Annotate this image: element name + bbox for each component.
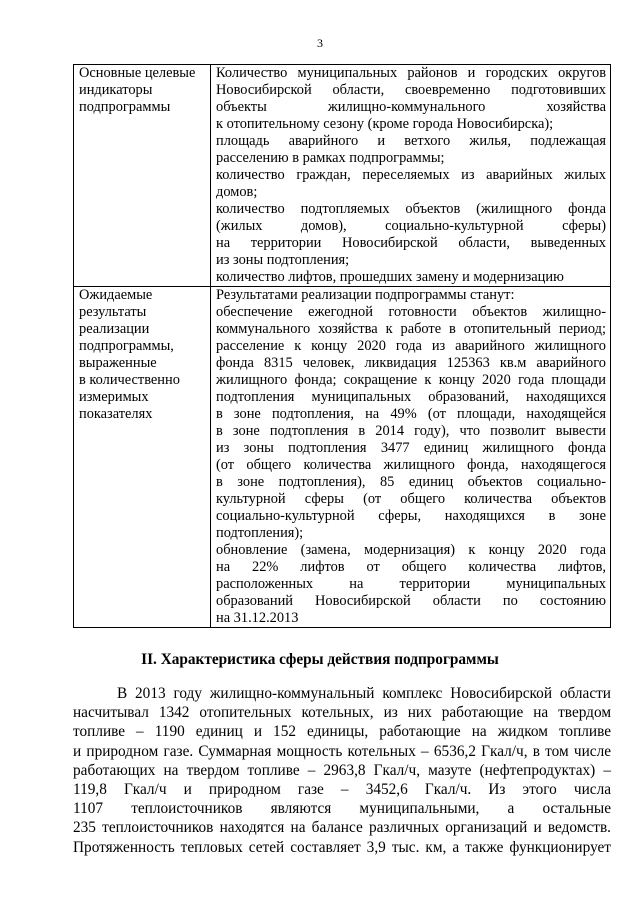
row-content-line: образований Новосибирской области по состоянию bbox=[216, 593, 606, 609]
row-content-line: Результатами реализации подпрограммы станут: bbox=[216, 287, 515, 303]
paragraph-line: топливе – 1190 единиц и 152 единицы, работающие на жидком топливе bbox=[73, 723, 611, 741]
paragraph-line: 119,8 Гкал/ч и природном газе – 3452,6 Гкал/ч. Из этого числа bbox=[73, 781, 611, 799]
row-content-line: количество подтопляемых объектов (жилищного фонда bbox=[216, 201, 606, 217]
table-row bbox=[74, 287, 611, 628]
row-content-line: обеспечение ежегодной готовности объектов жилищно- bbox=[216, 304, 606, 320]
paragraph-line: Протяженность тепловых сетей составляет 3,9 тыс. км, а также функционирует bbox=[73, 838, 611, 856]
row-content-cell bbox=[211, 65, 611, 287]
row-label-cell bbox=[74, 287, 211, 628]
row-content-line: Новосибирской области, своевременно подготовивших bbox=[216, 82, 606, 98]
row-content-line: жилищного фонда; сокращение к концу 2020 года площади bbox=[216, 372, 606, 388]
paragraph-line: насчитывал 1342 отопительных котельных, из них работающие на твердом bbox=[73, 704, 611, 722]
row-content-line: домов; bbox=[216, 184, 258, 200]
row-content-line: в зоне подтопления, на 49% (от площади, находящейся bbox=[216, 406, 606, 422]
row-content-line: социально-культурной сферы, находящихся в зоне bbox=[216, 508, 606, 524]
paragraph-line: 1107 теплоисточников являются муниципальными, а остальные bbox=[73, 800, 611, 818]
paragraph-line: 235 теплоисточников находятся на балансе различных организаций и ведомств. bbox=[73, 819, 611, 837]
row-content-line: к отопительному сезону (кроме города Новосибирска); bbox=[216, 116, 554, 132]
row-label-line: Основные целевые bbox=[79, 65, 196, 81]
page-number: 3 bbox=[317, 36, 323, 50]
row-content-line: Количество муниципальных районов и городских округов bbox=[216, 65, 606, 81]
row-content-line: на территории Новосибирской области, выведенных bbox=[216, 235, 606, 251]
row-content-line: в зоне подтопления в 2014 году), что позволит вывести bbox=[216, 423, 606, 439]
row-content-line: расположенных на территории муниципальных bbox=[216, 576, 606, 592]
row-label-line: Ожидаемые bbox=[79, 287, 153, 303]
paragraph-line: В 2013 году жилищно-коммунальный комплекс Новосибирской области bbox=[117, 685, 611, 702]
subprogram-passport-table bbox=[73, 64, 611, 628]
row-content-line: фонда 8315 человек, ликвидация 125363 кв.м аварийного bbox=[216, 355, 606, 371]
table-row bbox=[74, 65, 611, 287]
row-content-line: (жилых домов), социально-культурной сферы) bbox=[216, 218, 606, 234]
row-label-cell bbox=[74, 65, 211, 287]
row-label-line: результаты bbox=[79, 304, 147, 320]
row-content-line: количество лифтов, прошедших замену и модернизацию bbox=[216, 269, 564, 285]
row-content-line: площадь аварийного и ветхого жилья, подлежащая bbox=[216, 133, 606, 149]
section-body-paragraph bbox=[73, 684, 611, 857]
section-title: II. Характеристика сферы действия подпрограммы bbox=[141, 651, 499, 668]
row-content-line: на 22% лифтов от общего количества лифтов, bbox=[216, 559, 606, 575]
row-content-line: объекты жилищно-коммунального хозяйства bbox=[216, 99, 606, 115]
row-content-line: расселение к концу 2020 года из аварийного жилищного bbox=[216, 338, 606, 354]
row-content-line: подтопления муниципальных образований, находящихся bbox=[216, 389, 606, 405]
row-label-line: подпрограммы bbox=[79, 99, 171, 115]
row-content-line: на 31.12.2013 bbox=[216, 610, 299, 626]
row-label-line: показателях bbox=[79, 406, 153, 422]
row-content-line: (от общего количества жилищного фонда, находящегося bbox=[216, 457, 606, 473]
row-content-line: в зоне подтопления), 85 единиц объектов социально- bbox=[216, 474, 606, 490]
row-content-cell bbox=[211, 287, 611, 628]
row-content-line: количество граждан, переселяемых из аварийных жилых bbox=[216, 167, 606, 183]
row-content-line: расселению в рамках подпрограммы; bbox=[216, 150, 445, 166]
table-body bbox=[74, 65, 611, 628]
row-label-line: подпрограммы, bbox=[79, 338, 174, 354]
row-label-line: индикаторы bbox=[79, 82, 153, 98]
row-label-line: в количественно bbox=[79, 372, 180, 388]
row-content-line: подтопления); bbox=[216, 525, 304, 541]
row-label-line: выраженные bbox=[79, 355, 157, 371]
paragraph-line: и природном газе. Суммарная мощность котельных – 6536,2 Гкал/ч, в том числе bbox=[73, 742, 611, 760]
row-content-line: из зоны подтопления 3477 единиц жилищного фонда bbox=[216, 440, 606, 456]
paragraph-line: работающих на твердом топливе – 2963,8 Гкал/ч, мазуте (нефтепродуктах) – bbox=[73, 761, 611, 779]
row-content-line: коммунального хозяйства к работе в отопительный период; bbox=[216, 321, 606, 337]
row-label-line: измеримых bbox=[79, 389, 149, 405]
row-content-line: из зоны подтопления; bbox=[216, 252, 350, 268]
row-label-line: реализации bbox=[79, 321, 150, 337]
row-content-line: культурной сферы (от общего количества объектов bbox=[216, 491, 606, 507]
row-content-line: обновление (замена, модернизация) к концу 2020 года bbox=[216, 542, 606, 558]
